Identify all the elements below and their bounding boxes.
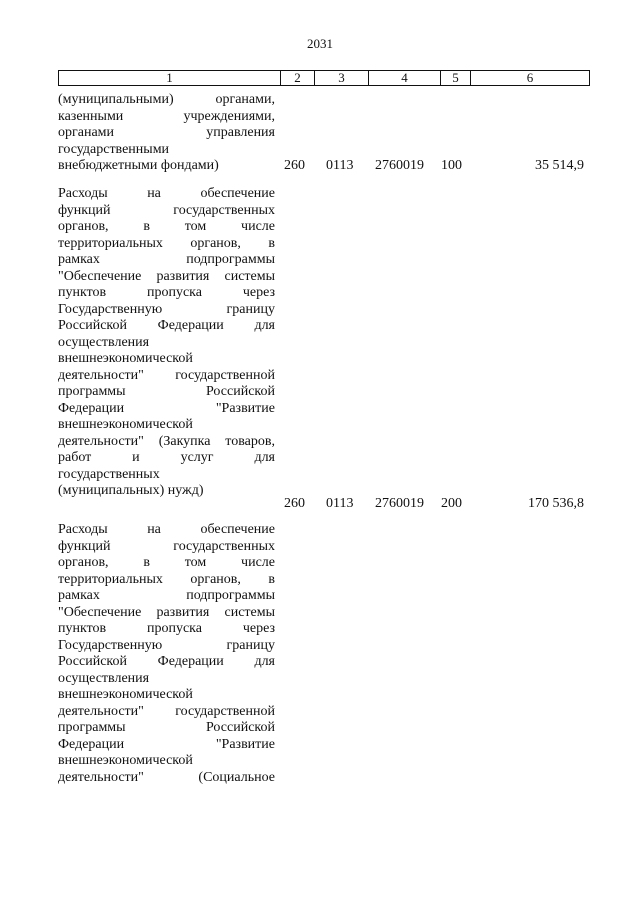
column-header-5: 5	[441, 71, 471, 85]
description-line: функций государственных	[58, 202, 275, 218]
page-number: 2031	[307, 36, 333, 51]
description-line: Государственную границу	[58, 637, 275, 653]
description-line: внешнеэкономической	[58, 687, 193, 702]
description-line: Расходы на обеспечение	[58, 522, 275, 537]
description-line: работ и услуг для	[58, 450, 275, 465]
description-line: Российской Федерации для	[58, 654, 275, 669]
description-line: Российской Федерации для	[58, 318, 275, 333]
description-line: органов, в том числе	[58, 219, 275, 234]
description-line: внешнеэкономической	[58, 417, 193, 432]
description-line: внешнеэкономической	[58, 351, 193, 366]
description-line: программы Российской	[58, 720, 275, 735]
description-line: рамках подпрограммы	[58, 252, 275, 267]
column-header-4: 4	[369, 71, 441, 85]
description-line: Государственную границу	[58, 301, 275, 317]
target-code: 2760019	[375, 158, 424, 173]
description-line: территориальных органов, в	[58, 235, 275, 251]
description-line: программы Российской	[58, 384, 275, 399]
description-line: (муниципальными) органами,	[58, 92, 275, 107]
target-code: 2760019	[375, 496, 424, 511]
description-line: "Обеспечение развития системы	[58, 604, 275, 620]
row-description	[58, 522, 275, 786]
description-line: органов, в том числе	[58, 555, 275, 570]
description-line: пунктов пропуска через	[58, 285, 275, 300]
column-header-3: 3	[315, 71, 369, 85]
column-header-2: 2	[281, 71, 315, 85]
description-line: осуществления	[58, 670, 150, 686]
description-line: деятельности" (Закупка товаров,	[58, 433, 275, 449]
admin-code: 260	[284, 158, 305, 173]
description-line: деятельности" (Социальное	[58, 769, 275, 785]
description-line: рамках подпрограммы	[58, 588, 275, 603]
description-line: (муниципальных) нужд)	[58, 483, 204, 498]
section-code: 0113	[326, 496, 354, 511]
description-line: государственными	[58, 141, 170, 157]
description-line: территориальных органов, в	[58, 571, 275, 587]
description-line: "Обеспечение развития системы	[58, 268, 275, 284]
row-description	[58, 92, 275, 175]
expense-type-code: 100	[441, 158, 462, 173]
section-code: 0113	[326, 158, 354, 173]
description-line: функций государственных	[58, 538, 275, 554]
description-line: пунктов пропуска через	[58, 621, 275, 636]
description-line: Расходы на обеспечение	[58, 186, 275, 201]
description-line: деятельности" государственной	[58, 703, 275, 719]
description-line: осуществления	[58, 334, 150, 350]
column-header-1: 1	[59, 71, 281, 85]
description-line: Федерации "Развитие	[58, 400, 275, 416]
description-line: казенными учреждениями,	[58, 108, 275, 124]
table-header	[58, 70, 590, 86]
amount-value: 170 536,8	[528, 496, 584, 511]
description-line: деятельности" государственной	[58, 367, 275, 383]
expense-type-code: 200	[441, 496, 462, 511]
description-line: внешнеэкономической	[58, 753, 193, 768]
amount-value: 35 514,9	[535, 158, 584, 173]
description-line: государственных	[58, 466, 160, 482]
description-line: органами управления	[58, 125, 275, 140]
description-line: Федерации "Развитие	[58, 736, 275, 752]
row-description	[58, 186, 275, 500]
description-line: внебюджетными фондами)	[58, 158, 219, 173]
column-header-6: 6	[526, 70, 534, 85]
admin-code: 260	[284, 496, 305, 511]
